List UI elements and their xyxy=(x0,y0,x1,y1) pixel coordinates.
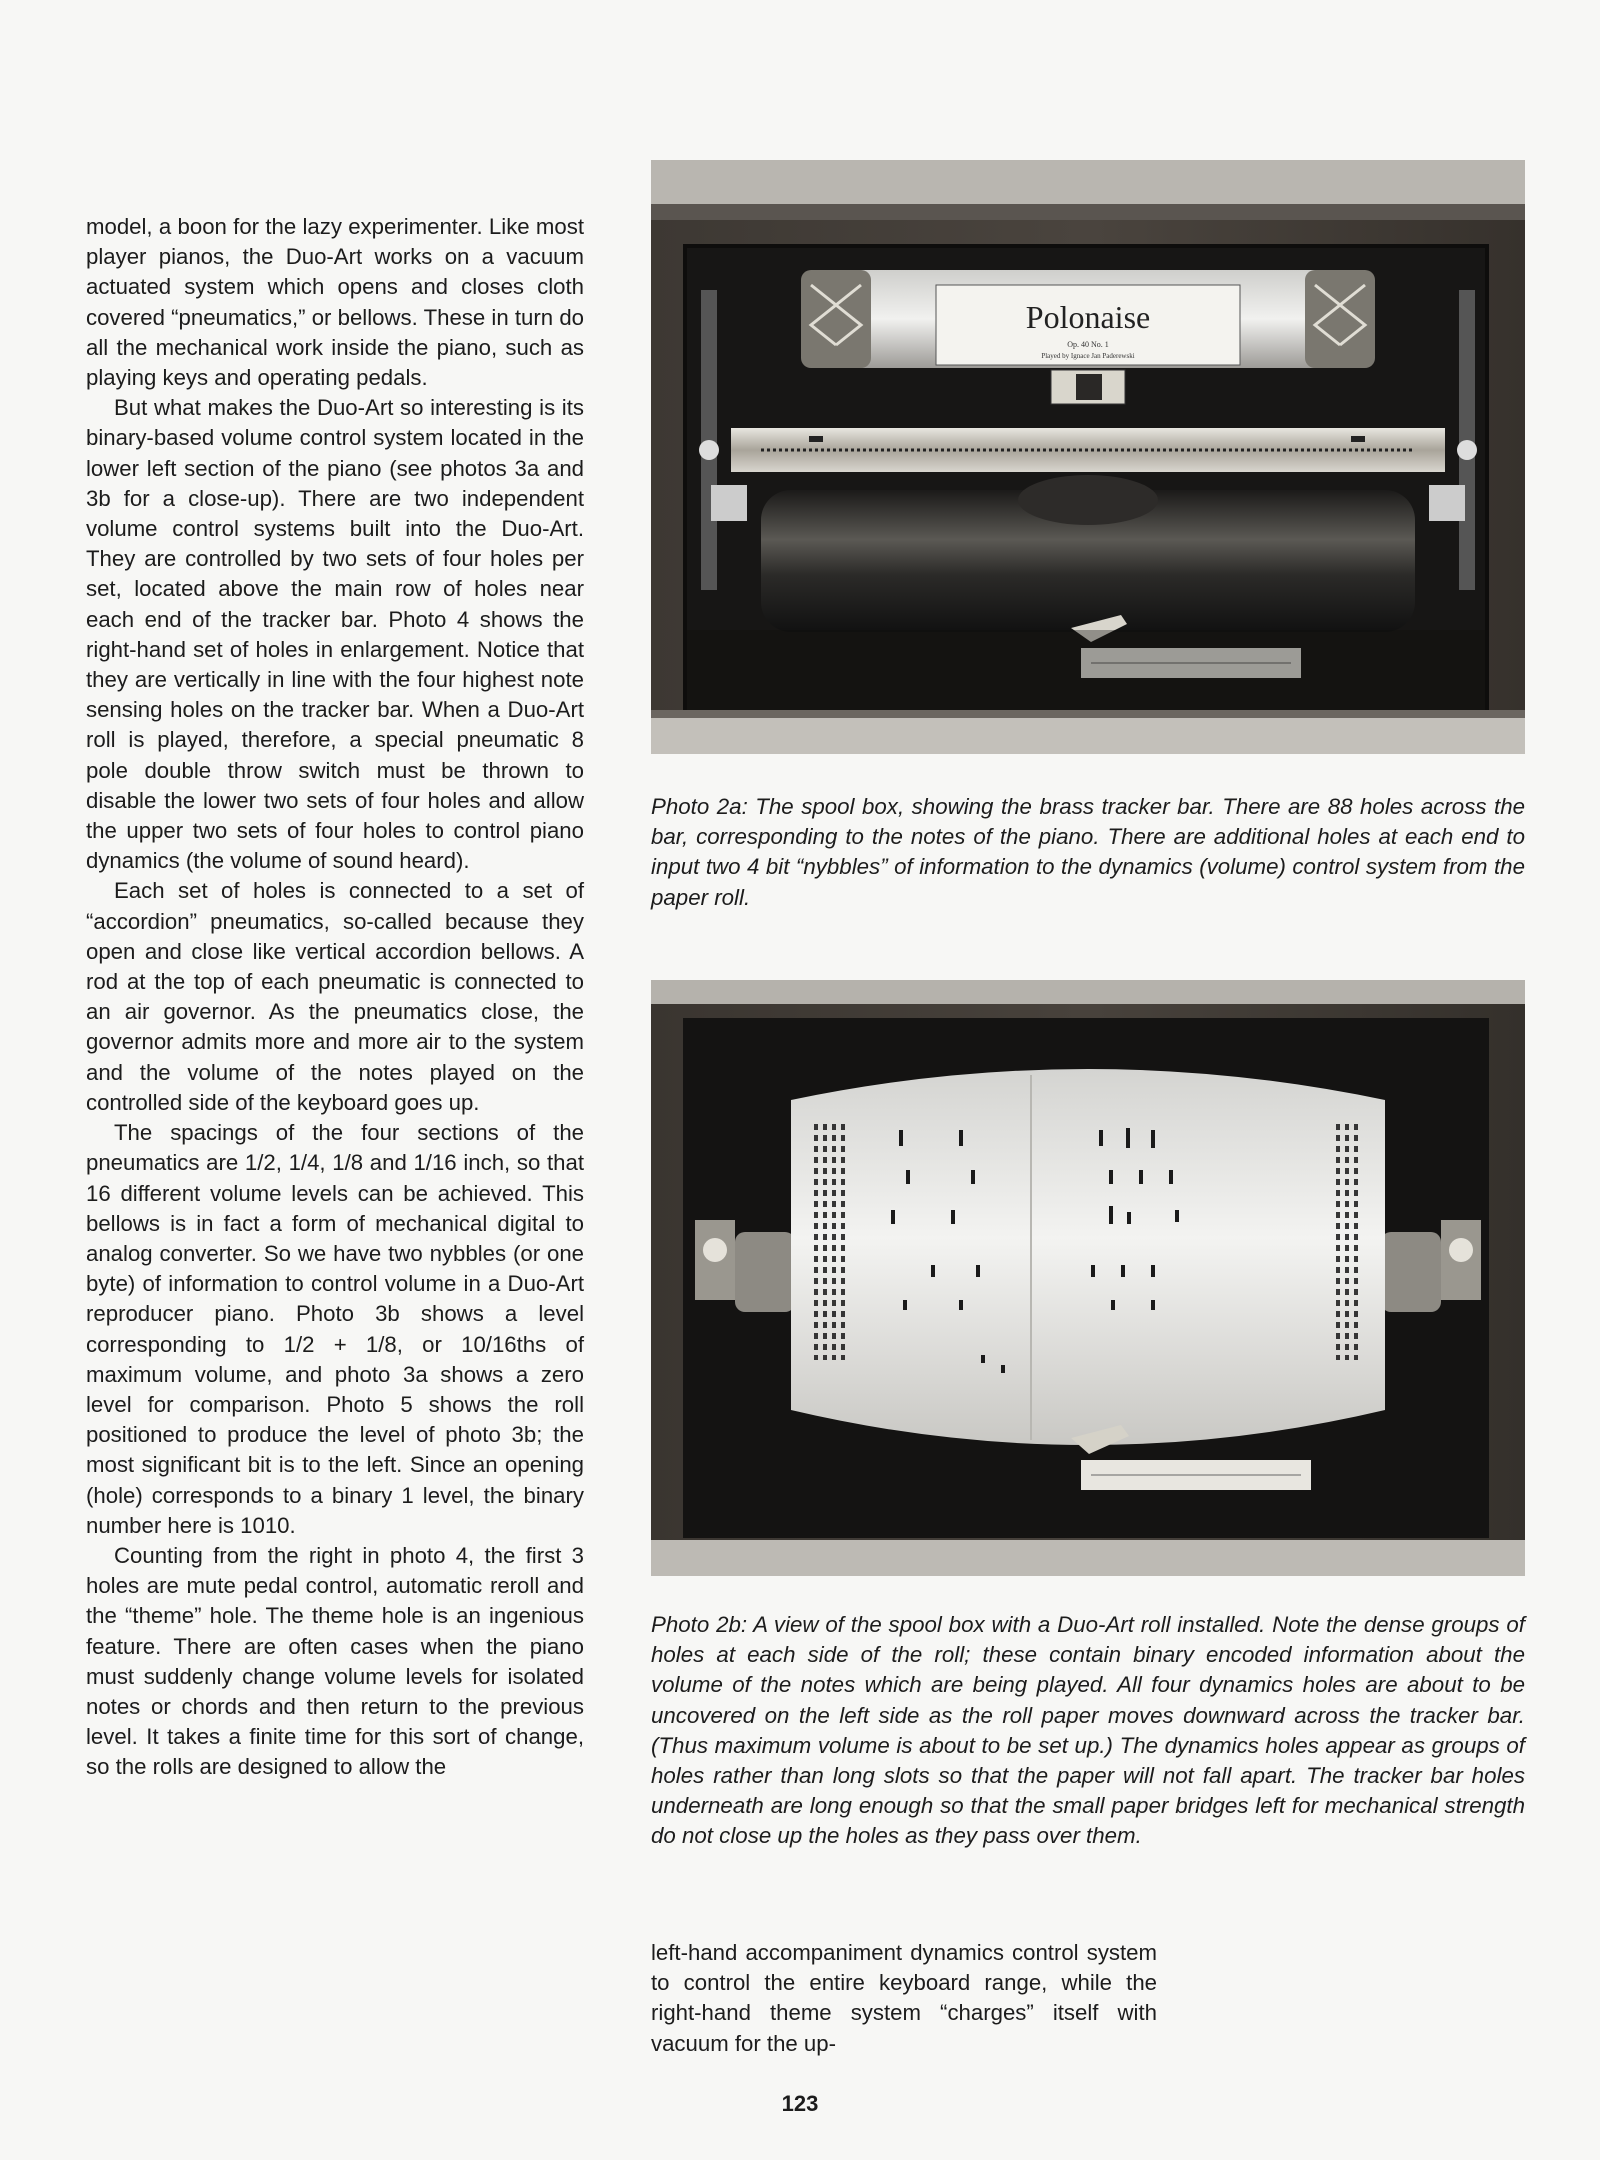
photo-2b-spool-box-with-roll xyxy=(651,980,1525,1576)
paragraph-5: Counting from the right in photo 4, the first 3 holes are mute pedal control, automatic reroll and the “theme” hole. The theme hole is an ingenious feature. There are often cases when the piano must suddenly change volume levels for isolated notes or chords and then return to the previous level. It takes a finite time for this sort of change, so the rolls are designed to allow the xyxy=(86,1542,584,1780)
right-paragraph: left-hand accompaniment dynamics control system to control the entire keyboard range, while the right-hand theme system “charges” itself with vacuum for the up- xyxy=(651,1940,1157,2056)
photo-2b-caption: Photo 2b: A view of the spool box with a Duo-Art roll installed. Note the dense groups of holes at each side of the roll; these contain binary encoded information about the volume of the notes which are being played. All four dynamics holes are about to be uncovered on the left side as the roll paper moves downward across the tracker bar. (Thus maximum volume is about to be set up.) The dynamics holes appear as groups of holes rather than long slots so that the paper will not fall apart. The tracker bar holes underneath are long enough so that the small paper bridges left for mechanical strength do not close up the holes as they pass over them. xyxy=(651,1612,1525,1849)
photo-2a-caption: Photo 2a: The spool box, showing the brass tracker bar. There are 88 holes across the bar, corresponding to the notes of the piano. There are additional holes at each end to input two 4 bit “nybbles” of information to the dynamics (volume) control system from the paper roll. xyxy=(651,794,1525,910)
roll-label-credit: Played by Ignace Jan Paderewski xyxy=(1041,352,1135,360)
roll-label-subtitle: Op. 40 No. 1 xyxy=(1067,340,1109,349)
paragraph-1: model, a boon for the lazy experimenter. Like most player pianos, the Duo-Art works on a vacuum actuated system which opens and closes cloth covered “pneumatics,” or bellows. These in turn do all the mechanical work inside the piano, such as playing keys and operating pedals. xyxy=(86,214,584,391)
right-text-column xyxy=(651,1938,1157,2059)
paragraph-3: Each set of holes is connected to a set of “accordion” pneumatics, so-called because they open and close like vertical accordion bellows. A rod at the top of each pneumatic is connected to an air governor. As the pneumatics close, the governor admits more and more air to the system and the volume of the notes played on the controlled side of the keyboard goes up. xyxy=(86,878,584,1115)
photo-2a-spool-box xyxy=(651,160,1525,754)
page-number: 123 xyxy=(781,2091,819,2116)
paragraph-2: But what makes the Duo-Art so interesting is its binary-based volume control system located in the lower left section of the piano (see photos 3a and 3b for a close-up). There are two independent volume control systems built into the Duo-Art. They are controlled by two sets of four holes per set, located above the main row of holes near each end of the tracker bar. Photo 4 shows the right-hand set of holes in enlargement. Notice that they are vertically in line with the four highest note sensing holes on the tracker bar. When a Duo-Art roll is played, therefore, a special pneumatic 8 pole double throw switch must be thrown to disable the lower two sets of four holes and allow the upper two sets of four holes to control piano dynamics (the volume of sound heard). xyxy=(86,395,584,874)
roll-label-title: Polonaise xyxy=(1025,299,1151,335)
paragraph-4: The spacings of the four sections of the pneumatics are 1/2, 1/4, 1/8 and 1/16 inch, so that 16 different volume levels can be achieved. This bellows is in fact a form of mechanical digital to analog converter. So we have two nybbles (or one byte) of information to control volume in a Duo-Art reproducer piano. Photo 3b shows a level corresponding to 1/2 + 1/8, or 10/16ths of maximum volume, and photo 3a shows a zero level for comparison. Photo 5 shows the roll positioned to produce the level of photo 3b; the most significant bit is to the left. Since an opening (hole) corresponds to a binary 1 level, the binary number here is 1010. xyxy=(86,1120,584,1538)
left-text-column xyxy=(86,212,584,1783)
